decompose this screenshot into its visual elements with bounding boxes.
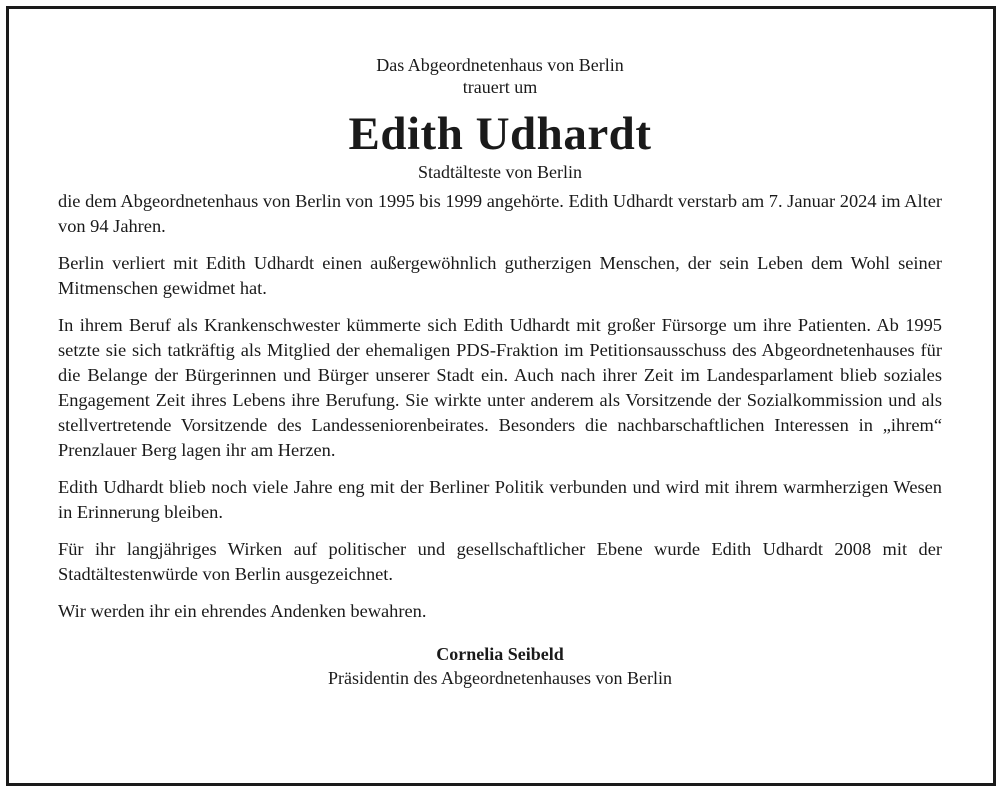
deceased-name: Edith Udhardt (348, 108, 652, 160)
paragraph-1: die dem Abgeordnetenhaus von Berlin von 1995 bis 1999 angehörte. Edith Udhardt verstarb am 7. Januar 2024 im Alter von 94 Jahren. (58, 191, 942, 236)
organization-name: Das Abgeordnetenhaus von Berlin (376, 55, 624, 75)
paragraph-2: Berlin verliert mit Edith Udhardt einen außergewöhnlich gutherzigen Menschen, der sein Leben dem Wohl seiner Mitmenschen gewidmet hat. (58, 253, 942, 298)
paragraph-6: Wir werden ihr ein ehrendes Andenken bewahren. (58, 601, 427, 621)
paragraph-3: In ihrem Beruf als Krankenschwester kümmerte sich Edith Udhardt mit großer Fürsorge um ihre Patienten. Ab 1995 setzte sie sich tatkräftig als Mitglied der ehemaligen PDS-Fraktion im Petitionsausschuss des Abgeordnetenhauses für die Belange der Bürgerinnen und Bürger unserer Stadt ein. Auch nach ihrer Zeit im Landesparlament blieb soziales Engagement Zeit ihres Lebens ihre Berufung. Sie wirkte unter anderem als Vorsitzende der Sozialkommission und als stellvertretende Vorsitzende des Landesseniorenbeirates. Besonders die nachbarschaftlichen Interessen in „ihrem“ Prenzlauer Berg lagen ihr am Herzen. (58, 315, 942, 460)
signatory-title: Präsidentin des Abgeordnetenhauses von Berlin (328, 668, 672, 688)
paragraph-4: Edith Udhardt blieb noch viele Jahre eng mit der Berliner Politik verbunden und wird mit ihrem warmherzigen Wesen in Erinnerung bleiben. (58, 477, 942, 522)
signatory-name: Cornelia Seibeld (436, 644, 564, 664)
mourns-line: trauert um (462, 77, 538, 97)
paragraph-5: Für ihr langjähriges Wirken auf politischer und gesellschaftlicher Ebene wurde Edith Udhardt 2008 mit der Stadtältestenwürde von Berlin ausgezeichnet. (58, 539, 942, 584)
deceased-title: Stadtälteste von Berlin (418, 162, 582, 182)
obituary-content (58, 50, 942, 690)
